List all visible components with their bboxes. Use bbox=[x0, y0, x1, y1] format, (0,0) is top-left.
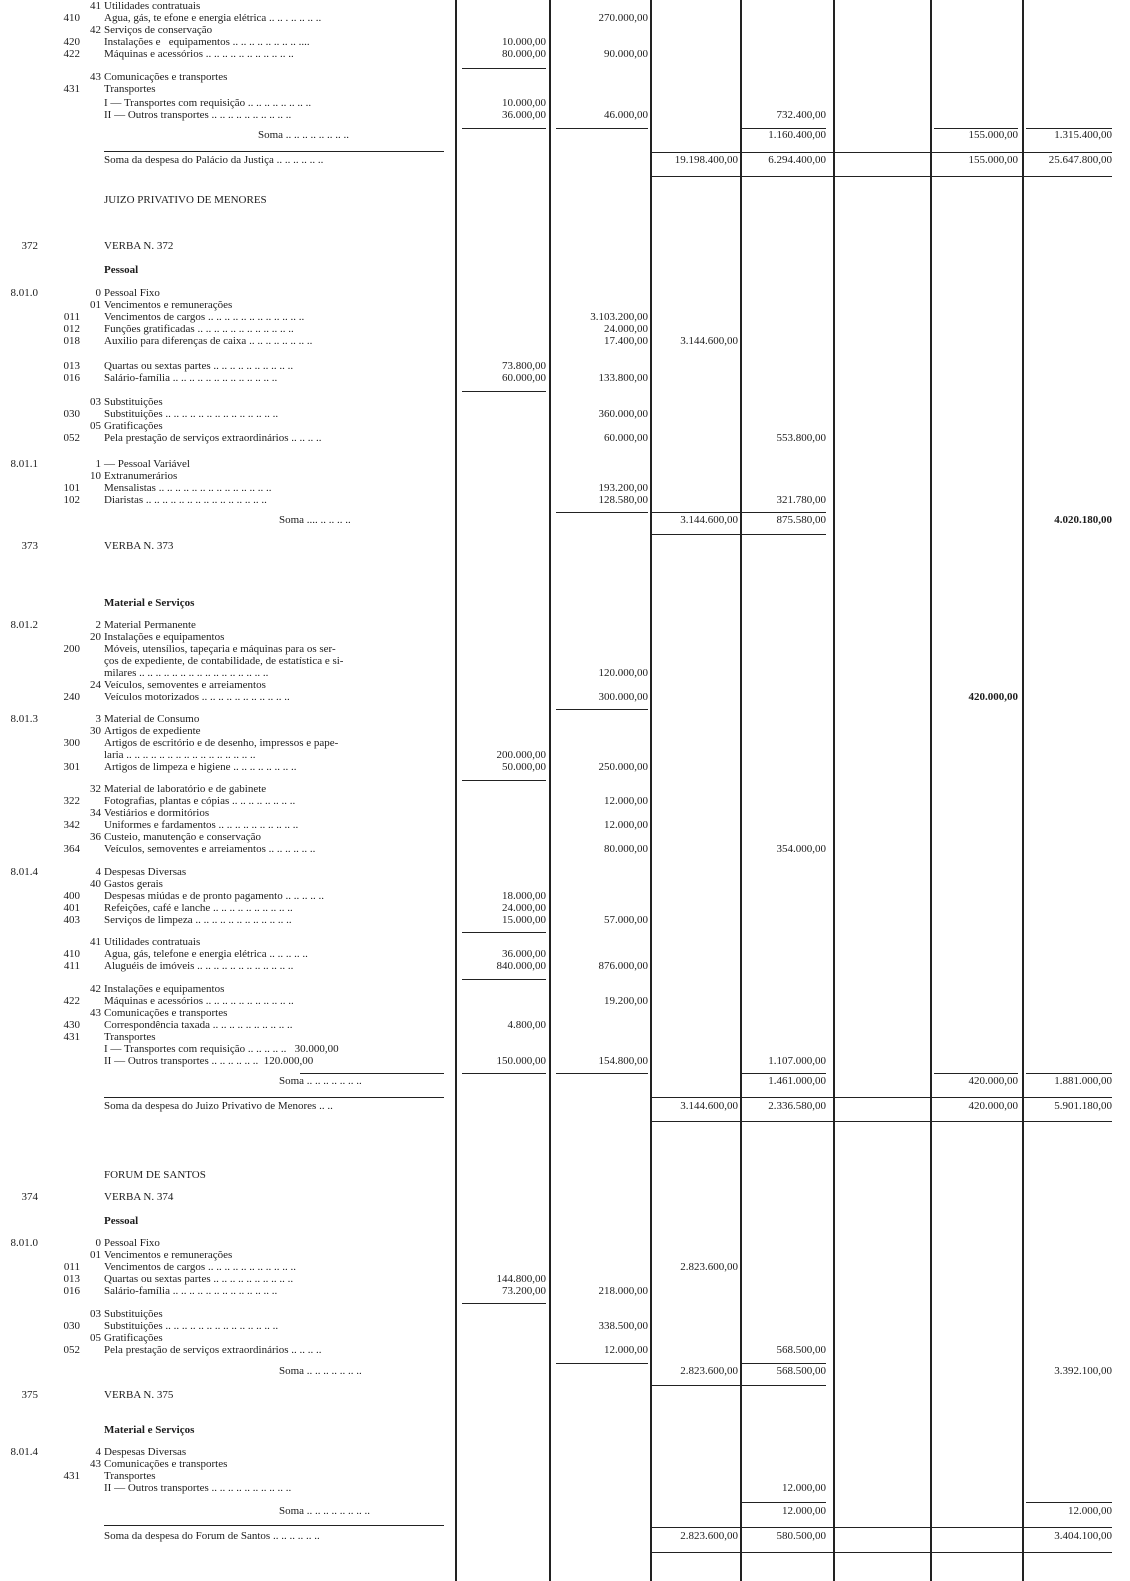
row-code-3: 43 bbox=[90, 71, 101, 83]
row-amount-7: 25.647.800,00 bbox=[1048, 154, 1112, 166]
row-code-3: 42 bbox=[90, 24, 101, 36]
total-rule bbox=[652, 176, 1112, 177]
row-code-2: 301 bbox=[63, 761, 80, 773]
row-amount-2: 80.000,00 bbox=[604, 843, 648, 855]
row-amount-1: 36.000,00 bbox=[502, 109, 546, 121]
row-code-1: 375 bbox=[21, 1389, 38, 1401]
row-desc: II — Outros transportes .. .. .. .. .. .. .. .. .. .. bbox=[104, 109, 292, 121]
column-rule bbox=[455, 0, 457, 1581]
row-code-3: 0 bbox=[95, 1237, 101, 1249]
row-desc: — Pessoal Variável bbox=[104, 458, 190, 470]
row-code-1: 373 bbox=[21, 540, 38, 552]
row-amount-4: 553.800,00 bbox=[776, 432, 826, 444]
total-rule bbox=[1026, 1073, 1112, 1074]
row-desc: Soma .... .. .. .. .. bbox=[279, 514, 351, 526]
row-desc: Transportes bbox=[104, 1031, 156, 1043]
row-desc: Comunicações e transportes bbox=[104, 1007, 228, 1019]
row-code-2: 052 bbox=[63, 1344, 80, 1356]
row-code-3: 05 bbox=[90, 1332, 101, 1344]
row-amount-2: 12.000,00 bbox=[604, 795, 648, 807]
total-rule bbox=[462, 780, 546, 781]
row-desc: Pela prestação de serviços extraordinários .. .. .. .. bbox=[104, 1344, 322, 1356]
row-code-2: 422 bbox=[63, 995, 80, 1007]
row-code-3: 03 bbox=[90, 396, 101, 408]
row-desc: Agua, gás, telefone e energia elétrica .. .. .. .. .. bbox=[104, 948, 308, 960]
row-desc: Artigos de escritório e de desenho, impressos e pape- bbox=[104, 737, 339, 749]
row-amount-1: 200.000,00 bbox=[496, 749, 546, 761]
row-amount-4: 12.000,00 bbox=[782, 1482, 826, 1494]
column-rule bbox=[930, 0, 932, 1581]
row-code-2: 013 bbox=[63, 1273, 80, 1285]
total-rule bbox=[556, 128, 648, 129]
row-code-2: 400 bbox=[63, 890, 80, 902]
row-amount-3: 2.823.600,00 bbox=[680, 1365, 738, 1377]
row-desc: Móveis, utensílios, tapeçaria e máquinas para os ser- bbox=[104, 643, 336, 655]
row-amount-7: 5.901.180,00 bbox=[1054, 1100, 1112, 1112]
row-desc: Serviços de limpeza .. .. .. .. .. .. .. .. .. .. .. .. bbox=[104, 914, 292, 926]
total-rule bbox=[462, 1303, 546, 1304]
row-code-3: 41 bbox=[90, 0, 101, 12]
row-code-2: 101 bbox=[63, 482, 80, 494]
row-code-2: 410 bbox=[63, 948, 80, 960]
row-code-2: 364 bbox=[63, 843, 80, 855]
row-amount-7: 1.881.000,00 bbox=[1054, 1075, 1112, 1087]
row-code-3: 4 bbox=[95, 1446, 101, 1458]
row-amount-2: 128.580,00 bbox=[598, 494, 648, 506]
total-rule bbox=[652, 1121, 1112, 1122]
row-code-3: 1 bbox=[95, 458, 101, 470]
row-amount-4: 580.500,00 bbox=[776, 1530, 826, 1542]
row-desc: FORUM DE SANTOS bbox=[104, 1169, 206, 1181]
row-amount-4: 6.294.400,00 bbox=[768, 154, 826, 166]
row-amount-2: 876.000,00 bbox=[598, 960, 648, 972]
row-desc: Soma .. .. .. .. .. .. .. bbox=[279, 1075, 362, 1087]
row-desc: Transportes bbox=[104, 83, 156, 95]
row-amount-3: 3.144.600,00 bbox=[680, 1100, 738, 1112]
row-desc: Despesas Diversas bbox=[104, 866, 187, 878]
row-code-2: 411 bbox=[63, 960, 80, 972]
row-desc: Substituições .. .. .. .. .. .. .. .. .. .. .. .. .. .. bbox=[104, 408, 279, 420]
row-amount-1: 10.000,00 bbox=[502, 36, 546, 48]
row-desc: I — Transportes com requisição .. .. .. .. .. 30.000,00 bbox=[104, 1043, 339, 1055]
row-code-2: 018 bbox=[63, 335, 80, 347]
row-amount-6: 155.000,00 bbox=[968, 154, 1018, 166]
row-code-2: 403 bbox=[63, 914, 80, 926]
row-amount-2: 360.000,00 bbox=[598, 408, 648, 420]
row-code-3: 41 bbox=[90, 936, 101, 948]
row-code-3: 36 bbox=[90, 831, 101, 843]
row-amount-1: 18.000,00 bbox=[502, 890, 546, 902]
row-amount-4: 875.580,00 bbox=[776, 514, 826, 526]
row-amount-2: 218.000,00 bbox=[598, 1285, 648, 1297]
row-code-1: 8.01.1 bbox=[10, 458, 38, 470]
row-amount-1: 24.000,00 bbox=[502, 902, 546, 914]
row-code-2: 431 bbox=[63, 1470, 80, 1482]
row-amount-1: 36.000,00 bbox=[502, 948, 546, 960]
total-rule bbox=[104, 1097, 444, 1098]
row-desc: Material e Serviços bbox=[104, 597, 195, 609]
row-amount-3: 19.198.400,00 bbox=[674, 154, 738, 166]
row-code-2: 012 bbox=[63, 323, 80, 335]
row-code-2: 030 bbox=[63, 408, 80, 420]
row-desc: Agua, gás, te efone e energia elétrica .. .. . .. .. .. .. bbox=[104, 12, 322, 24]
row-code-2: 322 bbox=[63, 795, 80, 807]
row-desc: Vencimentos de cargos .. .. .. .. .. .. .. .. .. .. .. bbox=[104, 1261, 296, 1273]
row-desc: Quartas ou sextas partes .. .. .. .. .. .. .. .. .. .. bbox=[104, 360, 294, 372]
row-desc: Instalações e equipamentos .. .. .. .. .. .. .. .. .... bbox=[104, 36, 310, 48]
row-desc: Extranumerários bbox=[104, 470, 178, 482]
total-rule bbox=[556, 1363, 648, 1364]
row-code-2: 420 bbox=[63, 36, 80, 48]
row-code-1: 8.01.0 bbox=[10, 287, 38, 299]
row-code-3: 24 bbox=[90, 679, 101, 691]
row-desc: Substituições bbox=[104, 396, 163, 408]
row-amount-2: 19.200,00 bbox=[604, 995, 648, 1007]
total-rule bbox=[652, 1552, 1112, 1553]
row-code-3: 34 bbox=[90, 807, 101, 819]
row-desc: Gastos gerais bbox=[104, 878, 163, 890]
total-rule bbox=[462, 932, 546, 933]
row-desc: Pela prestação de serviços extraordinários .. .. .. .. bbox=[104, 432, 322, 444]
row-amount-2: 250.000,00 bbox=[598, 761, 648, 773]
row-desc: Funções gratificadas .. .. .. .. .. .. .. .. .. .. .. .. bbox=[104, 323, 294, 335]
row-amount-3: 3.144.600,00 bbox=[680, 335, 738, 347]
row-desc: Salário-família .. .. .. .. .. .. .. .. .. .. .. .. .. bbox=[104, 372, 278, 384]
row-amount-4: 2.336.580,00 bbox=[768, 1100, 826, 1112]
row-amount-2: 60.000,00 bbox=[604, 432, 648, 444]
row-desc: Refeições, café e lanche .. .. .. .. .. .. .. .. .. .. bbox=[104, 902, 293, 914]
row-code-2: 300 bbox=[63, 737, 80, 749]
row-code-2: 431 bbox=[63, 83, 80, 95]
row-code-2: 052 bbox=[63, 432, 80, 444]
total-rule bbox=[462, 1073, 546, 1074]
row-desc: Veículos motorizados .. .. .. .. .. .. .. .. .. .. .. bbox=[104, 691, 290, 703]
row-desc: VERBA N. 373 bbox=[104, 540, 174, 552]
row-desc: Vencimentos e remunerações bbox=[104, 1249, 233, 1261]
row-desc: Quartas ou sextas partes .. .. .. .. .. .. .. .. .. .. bbox=[104, 1273, 294, 1285]
row-amount-7: 3.404.100,00 bbox=[1054, 1530, 1112, 1542]
row-code-3: 01 bbox=[90, 1249, 101, 1261]
row-code-2: 102 bbox=[63, 494, 80, 506]
row-amount-1: 73.200,00 bbox=[502, 1285, 546, 1297]
row-code-3: 03 bbox=[90, 1308, 101, 1320]
row-amount-6: 155.000,00 bbox=[968, 129, 1018, 141]
row-desc: Soma da despesa do Palácio da Justiça .. .. .. .. .. .. bbox=[104, 154, 324, 166]
row-code-2: 013 bbox=[63, 360, 80, 372]
total-rule bbox=[934, 1073, 1018, 1074]
total-rule bbox=[652, 1097, 1112, 1098]
column-rule bbox=[549, 0, 551, 1581]
row-code-1: 8.01.0 bbox=[10, 1237, 38, 1249]
row-code-3: 0 bbox=[95, 287, 101, 299]
row-desc: Utilidades contratuais bbox=[104, 936, 201, 948]
row-desc: Máquinas e acessórios .. .. .. .. .. .. .. .. .. .. .. bbox=[104, 48, 294, 60]
row-desc: Pessoal bbox=[104, 264, 139, 276]
row-code-2: 401 bbox=[63, 902, 80, 914]
row-amount-4: 321.780,00 bbox=[776, 494, 826, 506]
row-amount-7: 1.315.400,00 bbox=[1054, 129, 1112, 141]
row-amount-4: 568.500,00 bbox=[776, 1344, 826, 1356]
row-amount-2: 46.000,00 bbox=[604, 109, 648, 121]
total-rule bbox=[556, 709, 648, 710]
row-amount-2: 133.800,00 bbox=[598, 372, 648, 384]
row-code-2: 200 bbox=[63, 643, 80, 655]
row-desc: Material de Consumo bbox=[104, 713, 200, 725]
row-amount-2: 3.103.200,00 bbox=[590, 311, 648, 323]
row-desc: Transportes bbox=[104, 1470, 156, 1482]
row-code-3: 32 bbox=[90, 783, 101, 795]
row-desc: Gratificações bbox=[104, 420, 163, 432]
row-code-1: 8.01.2 bbox=[10, 619, 38, 631]
total-rule bbox=[300, 1073, 444, 1074]
row-desc: Utilidades contratuais bbox=[104, 0, 201, 12]
row-desc: Instalações e equipamentos bbox=[104, 983, 225, 995]
row-code-3: 10 bbox=[90, 470, 101, 482]
total-rule bbox=[462, 68, 546, 69]
row-code-1: 8.01.4 bbox=[10, 866, 38, 878]
row-code-3: 3 bbox=[95, 713, 101, 725]
row-amount-1: 50.000,00 bbox=[502, 761, 546, 773]
row-code-3: 05 bbox=[90, 420, 101, 432]
row-desc: Soma da despesa do Juizo Privativo de Menores .. .. bbox=[104, 1100, 333, 1112]
row-amount-4: 1.160.400,00 bbox=[768, 129, 826, 141]
row-amount-1: 73.800,00 bbox=[502, 360, 546, 372]
row-desc: milares .. .. .. .. .. .. .. .. .. .. .. .. .. .. .. .. bbox=[104, 667, 269, 679]
total-rule bbox=[742, 1073, 826, 1074]
row-code-2: 342 bbox=[63, 819, 80, 831]
total-rule bbox=[742, 1502, 826, 1503]
row-code-1: 8.01.4 bbox=[10, 1446, 38, 1458]
row-amount-1: 144.800,00 bbox=[496, 1273, 546, 1285]
row-desc: Correspondência taxada .. .. .. .. .. .. .. .. .. .. bbox=[104, 1019, 293, 1031]
row-code-1: 374 bbox=[21, 1191, 38, 1203]
total-rule bbox=[556, 1073, 648, 1074]
total-rule bbox=[462, 391, 546, 392]
row-desc: II — Outros transportes .. .. .. .. .. .. .. .. .. .. bbox=[104, 1482, 292, 1494]
total-rule bbox=[652, 512, 826, 513]
row-code-3: 4 bbox=[95, 866, 101, 878]
row-amount-1: 4.800,00 bbox=[507, 1019, 546, 1031]
row-amount-2: 338.500,00 bbox=[598, 1320, 648, 1332]
row-desc: Artigos de limpeza e higiene .. .. .. .. .. .. .. .. bbox=[104, 761, 297, 773]
row-code-3: 43 bbox=[90, 1007, 101, 1019]
row-desc: Soma .. .. .. .. .. .. .. .. bbox=[279, 1505, 371, 1517]
row-amount-7: 3.392.100,00 bbox=[1054, 1365, 1112, 1377]
row-code-3: 42 bbox=[90, 983, 101, 995]
row-code-3: 20 bbox=[90, 631, 101, 643]
total-rule bbox=[652, 534, 826, 535]
row-code-2: 016 bbox=[63, 372, 80, 384]
total-rule bbox=[462, 979, 546, 980]
row-desc: Auxilio para diferenças de caixa .. .. .. .. .. .. .. .. bbox=[104, 335, 313, 347]
total-rule bbox=[462, 128, 546, 129]
row-desc: Vencimentos de cargos .. .. .. .. .. .. .. .. .. .. .. .. bbox=[104, 311, 305, 323]
row-desc: Soma .. .. .. .. .. .. .. .. bbox=[258, 129, 350, 141]
row-desc: I — Transportes com requisição .. .. .. .. .. .. .. .. bbox=[104, 97, 312, 109]
row-desc: Soma .. .. .. .. .. .. .. bbox=[279, 1365, 362, 1377]
row-desc: Gratificações bbox=[104, 1332, 163, 1344]
row-amount-6: 420.000,00 bbox=[968, 1100, 1018, 1112]
row-amount-1: 10.000,00 bbox=[502, 97, 546, 109]
row-amount-2: 12.000,00 bbox=[604, 1344, 648, 1356]
row-desc: Despesas miúdas e de pronto pagamento .. .. .. .. .. bbox=[104, 890, 324, 902]
row-code-3: 30 bbox=[90, 725, 101, 737]
row-amount-2: 270.000,00 bbox=[598, 12, 648, 24]
row-amount-1: 60.000,00 bbox=[502, 372, 546, 384]
row-amount-4: 568.500,00 bbox=[776, 1365, 826, 1377]
row-desc: Pessoal Fixo bbox=[104, 1237, 160, 1249]
row-code-2: 422 bbox=[63, 48, 80, 60]
row-desc: laria .. .. .. .. .. .. .. .. .. .. .. .. .. .. .. .. bbox=[104, 749, 256, 761]
row-amount-2: 154.800,00 bbox=[598, 1055, 648, 1067]
total-rule bbox=[652, 1527, 1112, 1528]
row-amount-4: 1.461.000,00 bbox=[768, 1075, 826, 1087]
row-desc: VERBA N. 374 bbox=[104, 1191, 174, 1203]
row-amount-2: 12.000,00 bbox=[604, 819, 648, 831]
row-desc: Fotografias, plantas e cópias .. .. .. .. .. .. .. .. bbox=[104, 795, 296, 807]
row-amount-3: 2.823.600,00 bbox=[680, 1530, 738, 1542]
row-desc: Veículos, semoventes e arreiamentos .. .. .. .. .. .. bbox=[104, 843, 316, 855]
row-amount-1: 15.000,00 bbox=[502, 914, 546, 926]
row-code-1: 372 bbox=[21, 240, 38, 252]
row-desc: Diaristas .. .. .. .. .. .. .. .. .. .. .. .. .. .. .. bbox=[104, 494, 267, 506]
row-code-2: 011 bbox=[63, 1261, 80, 1273]
row-amount-6: 420.000,00 bbox=[968, 691, 1018, 703]
row-amount-4: 354.000,00 bbox=[776, 843, 826, 855]
row-amount-3: 2.823.600,00 bbox=[680, 1261, 738, 1273]
row-desc: Comunicações e transportes bbox=[104, 71, 228, 83]
row-desc: Substituições .. .. .. .. .. .. .. .. .. .. .. .. .. .. bbox=[104, 1320, 279, 1332]
row-amount-2: 57.000,00 bbox=[604, 914, 648, 926]
row-code-1: 8.01.3 bbox=[10, 713, 38, 725]
row-desc: Soma da despesa do Forum de Santos .. .. .. .. .. .. bbox=[104, 1530, 320, 1542]
row-desc: JUIZO PRIVATIVO DE MENORES bbox=[104, 194, 267, 206]
row-amount-1: 150.000,00 bbox=[496, 1055, 546, 1067]
row-amount-6: 420.000,00 bbox=[968, 1075, 1018, 1087]
total-rule bbox=[652, 152, 1112, 153]
row-code-2: 430 bbox=[63, 1019, 80, 1031]
row-amount-2: 90.000,00 bbox=[604, 48, 648, 60]
row-desc: Salário-família .. .. .. .. .. .. .. .. .. .. .. .. .. bbox=[104, 1285, 278, 1297]
row-amount-7: 12.000,00 bbox=[1068, 1505, 1112, 1517]
row-desc: Comunicações e transportes bbox=[104, 1458, 228, 1470]
row-code-3: 2 bbox=[95, 619, 101, 631]
row-amount-4: 1.107.000,00 bbox=[768, 1055, 826, 1067]
row-desc: VERBA N. 372 bbox=[104, 240, 174, 252]
row-desc: ços de expediente, de contabilidade, de estatística e si- bbox=[104, 655, 344, 667]
row-desc: Uniformes e fardamentos .. .. .. .. .. .. .. .. .. .. bbox=[104, 819, 299, 831]
row-code-2: 410 bbox=[63, 12, 80, 24]
row-desc: Mensalistas .. .. .. .. .. .. .. .. .. .. .. .. .. .. bbox=[104, 482, 272, 494]
row-code-2: 431 bbox=[63, 1031, 80, 1043]
total-rule bbox=[652, 1385, 826, 1386]
row-desc: Serviços de conservação bbox=[104, 24, 213, 36]
total-rule bbox=[104, 151, 444, 152]
row-amount-7: 4.020.180,00 bbox=[1054, 514, 1112, 526]
row-amount-2: 24.000,00 bbox=[604, 323, 648, 335]
row-code-3: 40 bbox=[90, 878, 101, 890]
row-desc: Despesas Diversas bbox=[104, 1446, 187, 1458]
row-desc: Pessoal bbox=[104, 1215, 139, 1227]
row-desc: II — Outros transportes .. .. .. .. .. .. 120.000,00 bbox=[104, 1055, 314, 1067]
row-desc: Pessoal Fixo bbox=[104, 287, 160, 299]
row-desc: Instalações e equipamentos bbox=[104, 631, 225, 643]
total-rule bbox=[742, 1363, 826, 1364]
row-desc: Aluguéis de imóveis .. .. .. .. .. .. .. .. .. .. .. .. bbox=[104, 960, 294, 972]
row-amount-2: 300.000,00 bbox=[598, 691, 648, 703]
row-desc: Veículos, semoventes e arreiamentos bbox=[104, 679, 266, 691]
row-amount-1: 840.000,00 bbox=[496, 960, 546, 972]
row-amount-1: 80.000,00 bbox=[502, 48, 546, 60]
row-code-2: 016 bbox=[63, 1285, 80, 1297]
row-desc: Material de laboratório e de gabinete bbox=[104, 783, 267, 795]
row-amount-2: 193.200,00 bbox=[598, 482, 648, 494]
total-rule bbox=[556, 512, 648, 513]
row-code-2: 030 bbox=[63, 1320, 80, 1332]
row-code-2: 011 bbox=[63, 311, 80, 323]
row-desc: Substituições bbox=[104, 1308, 163, 1320]
column-rule bbox=[833, 0, 835, 1581]
row-amount-3: 3.144.600,00 bbox=[680, 514, 738, 526]
row-desc: Vestiários e dormitórios bbox=[104, 807, 210, 819]
row-desc: Vencimentos e remunerações bbox=[104, 299, 233, 311]
row-amount-2: 120.000,00 bbox=[598, 667, 648, 679]
column-rule bbox=[650, 0, 652, 1581]
row-amount-2: 17.400,00 bbox=[604, 335, 648, 347]
row-desc: Material e Serviços bbox=[104, 1424, 195, 1436]
row-code-2: 240 bbox=[63, 691, 80, 703]
row-desc: Máquinas e acessórios .. .. .. .. .. .. .. .. .. .. .. bbox=[104, 995, 294, 1007]
row-desc: VERBA N. 375 bbox=[104, 1389, 174, 1401]
total-rule bbox=[1026, 1502, 1112, 1503]
row-desc: Material Permanente bbox=[104, 619, 196, 631]
total-rule bbox=[104, 1525, 444, 1526]
column-rule bbox=[1022, 0, 1024, 1581]
row-desc: Custeio, manutenção e conservação bbox=[104, 831, 261, 843]
row-desc: Artigos de expediente bbox=[104, 725, 201, 737]
row-amount-4: 12.000,00 bbox=[782, 1505, 826, 1517]
row-amount-4: 732.400,00 bbox=[776, 109, 826, 121]
row-code-3: 01 bbox=[90, 299, 101, 311]
row-code-3: 43 bbox=[90, 1458, 101, 1470]
